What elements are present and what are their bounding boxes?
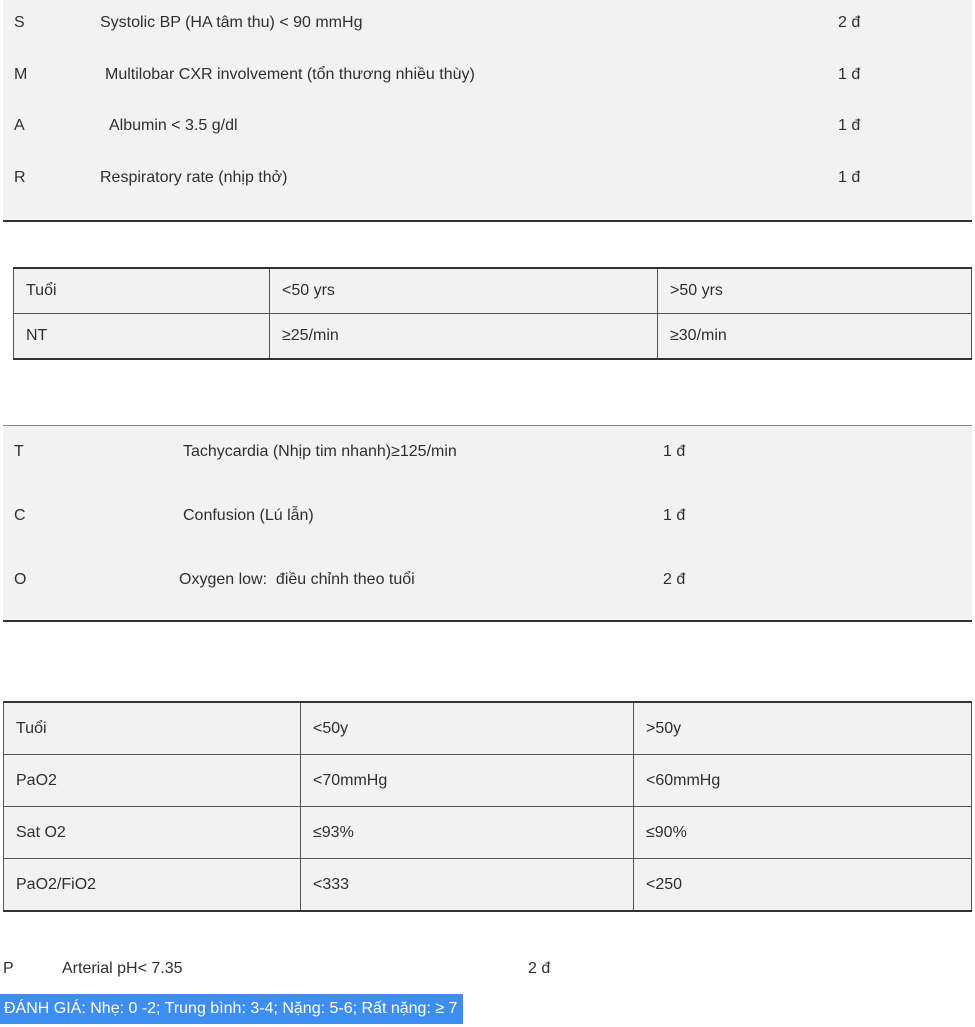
criterion-description: Tachycardia (Nhịp tim nhanh)≥125/min bbox=[183, 443, 457, 460]
table-cell: NT bbox=[14, 314, 270, 360]
criterion-description: Systolic BP (HA tâm thu) < 90 mmHg bbox=[100, 14, 363, 31]
criterion-description: Arterial pH< 7.35 bbox=[62, 960, 183, 977]
criterion-description: Oxygen low: điều chỉnh theo tuổi bbox=[179, 571, 415, 588]
table-cell: Sat O2 bbox=[4, 807, 301, 859]
criterion-points: 2 đ bbox=[528, 960, 551, 977]
table-cell: ≤93% bbox=[301, 807, 634, 859]
criterion-points: 1 đ bbox=[838, 169, 861, 186]
criterion-letter: T bbox=[14, 443, 24, 460]
table-cell: ≥30/min bbox=[658, 314, 972, 360]
table-cell: <333 bbox=[301, 859, 634, 912]
table-row bbox=[4, 807, 972, 859]
criterion-letter: P bbox=[3, 960, 14, 977]
table-row bbox=[4, 859, 972, 912]
table-row bbox=[14, 268, 972, 314]
criterion-letter: O bbox=[14, 571, 27, 588]
table-row bbox=[4, 702, 972, 755]
table-cell: ≤90% bbox=[634, 807, 972, 859]
criterion-letter: M bbox=[14, 66, 28, 83]
criterion-description: Respiratory rate (nhịp thở) bbox=[100, 169, 288, 186]
table-cell: ≥25/min bbox=[270, 314, 658, 360]
criterion-points: 2 đ bbox=[663, 571, 686, 588]
table-cell: Tuổi bbox=[14, 268, 270, 314]
table-row bbox=[4, 755, 972, 807]
criterion-points: 1 đ bbox=[663, 443, 686, 460]
table-cell: Tuổi bbox=[4, 702, 301, 755]
criterion-points: 1 đ bbox=[663, 507, 686, 524]
table-cell: >50y bbox=[634, 702, 972, 755]
table-cell: <50 yrs bbox=[270, 268, 658, 314]
criterion-description: Albumin < 3.5 g/dl bbox=[109, 117, 238, 134]
tco-criteria-block bbox=[3, 425, 972, 622]
table-cell: <70mmHg bbox=[301, 755, 634, 807]
table-cell: PaO2 bbox=[4, 755, 301, 807]
assessment-summary: ĐÁNH GIÁ: Nhẹ: 0 -2; Trung bình: 3-4; Nặng: 5-6; Rất nặng: ≥ 7 bbox=[0, 994, 463, 1024]
smart-criteria-block bbox=[3, 0, 972, 222]
criterion-points: 1 đ bbox=[838, 117, 861, 134]
oxygen-table bbox=[3, 701, 972, 912]
table-cell: PaO2/FiO2 bbox=[4, 859, 301, 912]
criterion-letter: C bbox=[14, 507, 26, 524]
table-cell: >50 yrs bbox=[658, 268, 972, 314]
respiratory-rate-table bbox=[13, 267, 972, 360]
criterion-letter: R bbox=[14, 169, 26, 186]
criterion-letter: S bbox=[14, 14, 25, 31]
criterion-points: 2 đ bbox=[838, 14, 861, 31]
criterion-points: 1 đ bbox=[838, 66, 861, 83]
criterion-description: Confusion (Lú lẫn) bbox=[183, 507, 314, 524]
criterion-description: Multilobar CXR involvement (tổn thương nhiều thùy) bbox=[105, 66, 475, 83]
criterion-letter: A bbox=[14, 117, 25, 134]
table-cell: <60mmHg bbox=[634, 755, 972, 807]
table-row bbox=[14, 314, 972, 360]
table-cell: <50y bbox=[301, 702, 634, 755]
table-cell: <250 bbox=[634, 859, 972, 912]
